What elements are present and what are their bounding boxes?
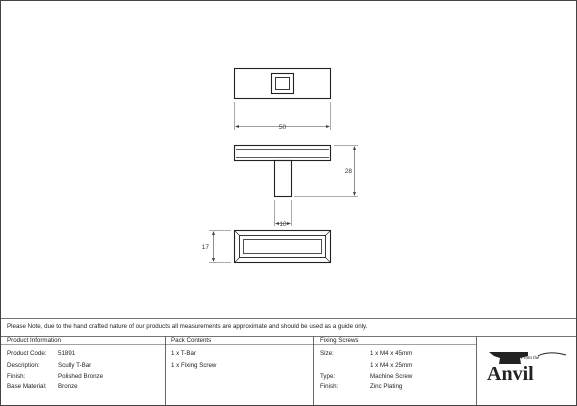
- stem-dimension-label: 10: [279, 221, 287, 228]
- top-view: [235, 69, 331, 99]
- fixing-screws-heading: Fixing Screws: [320, 337, 359, 344]
- size-label: Size:: [320, 350, 334, 357]
- anvil-logo: [487, 352, 566, 385]
- base-material-value: Bronze: [58, 383, 78, 390]
- base-dimension-label: 17: [201, 244, 209, 251]
- type-label: Type:: [320, 373, 336, 380]
- product-code-value: 51891: [58, 350, 76, 357]
- pack-item: 1 x T-Bar: [171, 350, 196, 357]
- type-value: Machine Screw: [370, 373, 413, 380]
- logo-main-text: Anvil: [487, 363, 534, 385]
- description-value: Scully T-Bar: [58, 362, 92, 369]
- product-information-heading: Product Information: [7, 337, 61, 344]
- finish-value: Polished Bronze: [58, 373, 104, 380]
- height-dimension-label: 28: [344, 168, 352, 175]
- size-value: 1 x M4 x 45mm: [370, 350, 413, 357]
- base-material-label: Base Material:: [7, 383, 47, 390]
- side-view: [235, 146, 331, 197]
- bottom-view: [235, 231, 331, 263]
- pack-contents-heading: Pack Contents: [171, 337, 212, 344]
- measurement-note: Please Note, due to the hand crafted nature of our products all measurements are approximate and should be used as a guide only.: [7, 323, 368, 330]
- screw-finish-value: Zinc Plating: [370, 383, 403, 390]
- base-dimension: [209, 231, 231, 263]
- logo-small-text: From the: [521, 356, 540, 361]
- size-value-2: 1 x M4 x 25mm: [370, 362, 413, 369]
- description-label: Description:: [7, 362, 40, 369]
- product-code-label: Product Code:: [7, 350, 47, 357]
- screw-finish-label: Finish:: [320, 383, 339, 390]
- finish-label: Finish:: [7, 373, 26, 380]
- pack-item: 1 x Fixing Screw: [171, 362, 217, 369]
- width-dimension-label: 50: [278, 124, 287, 131]
